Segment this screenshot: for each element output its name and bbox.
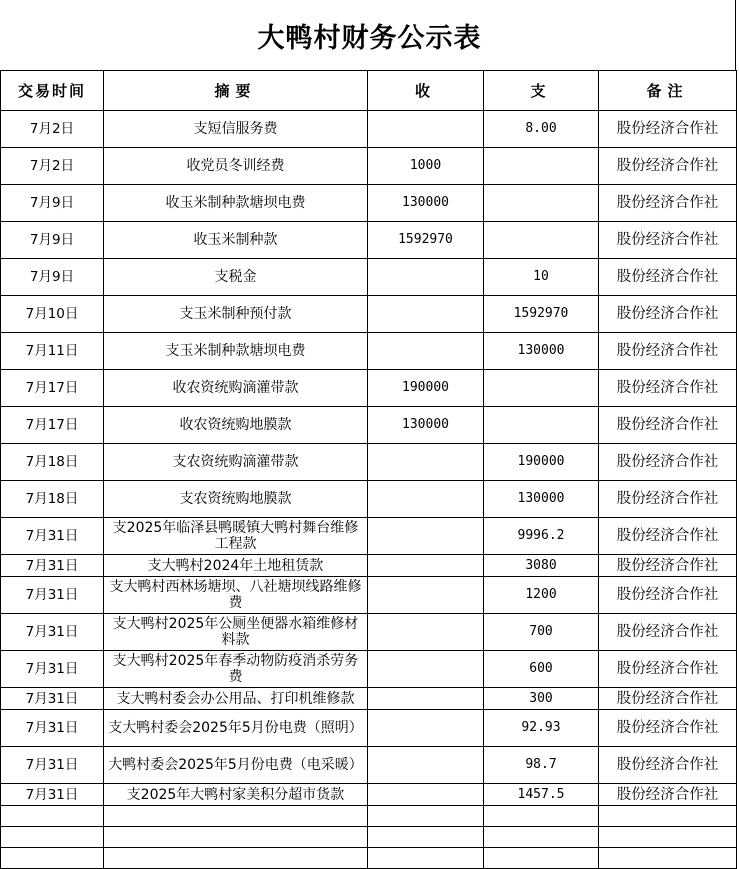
summary-cell: 支玉米制种款塘坝电费 <box>104 333 368 370</box>
income-cell <box>368 481 484 518</box>
date-cell: 7月31日 <box>1 710 104 747</box>
table-row <box>1 614 737 651</box>
empty-cell <box>104 806 368 827</box>
page-title: 大鸭村财务公示表 <box>257 22 482 54</box>
summary-cell: 支2025年临泽县鸭暖镇大鸭村舞台维修工程款 <box>104 518 368 555</box>
expense-cell: 130000 <box>484 481 599 518</box>
note-cell: 股份经济合作社 <box>599 296 737 333</box>
header-note: 备注 <box>599 71 737 111</box>
date-cell: 7月9日 <box>1 185 104 222</box>
summary-cell: 支大鸭村2025年春季动物防疫消杀劳务费 <box>104 651 368 688</box>
date-cell: 7月11日 <box>1 333 104 370</box>
income-cell <box>368 577 484 614</box>
header-row <box>1 71 737 111</box>
note-cell: 股份经济合作社 <box>599 577 737 614</box>
expense-cell: 300 <box>484 688 599 710</box>
empty-cell <box>368 848 484 869</box>
date-cell: 7月17日 <box>1 407 104 444</box>
summary-cell: 支农资统购滴灌带款 <box>104 444 368 481</box>
expense-cell <box>484 407 599 444</box>
header-expense: 支 <box>484 71 599 111</box>
expense-cell <box>484 185 599 222</box>
date-cell: 7月18日 <box>1 481 104 518</box>
table-row <box>1 370 737 407</box>
summary-cell: 支大鸭村2024年土地租赁款 <box>104 555 368 577</box>
date-cell: 7月9日 <box>1 222 104 259</box>
date-cell: 7月31日 <box>1 784 104 806</box>
note-cell: 股份经济合作社 <box>599 747 737 784</box>
expense-cell: 600 <box>484 651 599 688</box>
summary-cell: 支大鸭村委会2025年5月份电费（照明） <box>104 710 368 747</box>
date-cell: 7月18日 <box>1 444 104 481</box>
table-row <box>1 222 737 259</box>
date-cell: 7月31日 <box>1 688 104 710</box>
empty-cell <box>1 806 104 827</box>
empty-cell <box>368 827 484 848</box>
income-cell <box>368 296 484 333</box>
blank-row <box>1 848 737 869</box>
summary-cell: 支大鸭村西林场塘坝、八社塘坝线路维修费 <box>104 577 368 614</box>
note-cell: 股份经济合作社 <box>599 444 737 481</box>
note-cell: 股份经济合作社 <box>599 555 737 577</box>
empty-cell <box>104 827 368 848</box>
expense-cell: 190000 <box>484 444 599 481</box>
title-border <box>735 0 736 70</box>
income-cell: 190000 <box>368 370 484 407</box>
summary-cell: 收玉米制种款塘坝电费 <box>104 185 368 222</box>
expense-cell: 98.7 <box>484 747 599 784</box>
empty-cell <box>599 848 737 869</box>
expense-cell: 10 <box>484 259 599 296</box>
note-cell: 股份经济合作社 <box>599 481 737 518</box>
note-cell: 股份经济合作社 <box>599 333 737 370</box>
income-cell <box>368 688 484 710</box>
income-cell: 1000 <box>368 148 484 185</box>
table-row <box>1 577 737 614</box>
income-cell <box>368 555 484 577</box>
note-cell: 股份经济合作社 <box>599 688 737 710</box>
expense-cell <box>484 148 599 185</box>
table-row <box>1 555 737 577</box>
header-income: 收 <box>368 71 484 111</box>
income-cell <box>368 651 484 688</box>
empty-cell <box>368 806 484 827</box>
table-row <box>1 148 737 185</box>
summary-cell: 支农资统购地膜款 <box>104 481 368 518</box>
header-summary: 摘要 <box>104 71 368 111</box>
table-row <box>1 333 737 370</box>
expense-cell: 1200 <box>484 577 599 614</box>
date-cell: 7月31日 <box>1 518 104 555</box>
expense-cell: 700 <box>484 614 599 651</box>
expense-cell <box>484 370 599 407</box>
income-cell: 130000 <box>368 407 484 444</box>
empty-cell <box>1 827 104 848</box>
table-row <box>1 710 737 747</box>
income-cell <box>368 614 484 651</box>
income-cell <box>368 333 484 370</box>
summary-cell: 支短信服务费 <box>104 111 368 148</box>
expense-cell: 92.93 <box>484 710 599 747</box>
empty-cell <box>104 848 368 869</box>
empty-cell <box>484 848 599 869</box>
note-cell: 股份经济合作社 <box>599 651 737 688</box>
finance-table <box>0 70 737 869</box>
income-cell <box>368 259 484 296</box>
date-cell: 7月31日 <box>1 555 104 577</box>
note-cell: 股份经济合作社 <box>599 784 737 806</box>
date-cell: 7月2日 <box>1 148 104 185</box>
table-row <box>1 651 737 688</box>
table-row <box>1 688 737 710</box>
note-cell: 股份经济合作社 <box>599 370 737 407</box>
empty-cell <box>599 806 737 827</box>
table-row <box>1 444 737 481</box>
blank-row <box>1 827 737 848</box>
date-cell: 7月10日 <box>1 296 104 333</box>
table-row <box>1 185 737 222</box>
empty-cell <box>1 848 104 869</box>
expense-cell: 130000 <box>484 333 599 370</box>
expense-cell: 1457.5 <box>484 784 599 806</box>
income-cell <box>368 747 484 784</box>
date-cell: 7月31日 <box>1 614 104 651</box>
table-row <box>1 518 737 555</box>
note-cell: 股份经济合作社 <box>599 111 737 148</box>
note-cell: 股份经济合作社 <box>599 407 737 444</box>
table-row <box>1 407 737 444</box>
header-date: 交易时间 <box>1 71 104 111</box>
note-cell: 股份经济合作社 <box>599 222 737 259</box>
date-cell: 7月31日 <box>1 747 104 784</box>
table-row <box>1 259 737 296</box>
expense-cell <box>484 222 599 259</box>
table-row <box>1 481 737 518</box>
note-cell: 股份经济合作社 <box>599 148 737 185</box>
table-row <box>1 296 737 333</box>
summary-cell: 支大鸭村2025年公厕坐便器水箱维修材料款 <box>104 614 368 651</box>
note-cell: 股份经济合作社 <box>599 710 737 747</box>
summary-cell: 收玉米制种款 <box>104 222 368 259</box>
empty-cell <box>599 827 737 848</box>
expense-cell: 8.00 <box>484 111 599 148</box>
summary-cell: 支玉米制种预付款 <box>104 296 368 333</box>
table-row <box>1 784 737 806</box>
empty-cell <box>484 827 599 848</box>
summary-cell: 收党员冬训经费 <box>104 148 368 185</box>
summary-cell: 收农资统购地膜款 <box>104 407 368 444</box>
note-cell: 股份经济合作社 <box>599 259 737 296</box>
date-cell: 7月9日 <box>1 259 104 296</box>
empty-cell <box>484 806 599 827</box>
summary-cell: 收农资统购滴灌带款 <box>104 370 368 407</box>
summary-cell: 支2025年大鸭村家美积分超市货款 <box>104 784 368 806</box>
table-row <box>1 111 737 148</box>
expense-cell: 1592970 <box>484 296 599 333</box>
income-cell <box>368 444 484 481</box>
date-cell: 7月2日 <box>1 111 104 148</box>
expense-cell: 3080 <box>484 555 599 577</box>
date-cell: 7月31日 <box>1 651 104 688</box>
summary-cell: 支大鸭村委会办公用品、打印机维修款 <box>104 688 368 710</box>
income-cell <box>368 784 484 806</box>
summary-cell: 大鸭村委会2025年5月份电费（电采暖） <box>104 747 368 784</box>
income-cell: 1592970 <box>368 222 484 259</box>
date-cell: 7月31日 <box>1 577 104 614</box>
date-cell: 7月17日 <box>1 370 104 407</box>
income-cell <box>368 518 484 555</box>
income-cell <box>368 710 484 747</box>
note-cell: 股份经济合作社 <box>599 185 737 222</box>
expense-cell: 9996.2 <box>484 518 599 555</box>
blank-row <box>1 806 737 827</box>
table-body <box>1 111 737 869</box>
table-row <box>1 747 737 784</box>
summary-cell: 支税金 <box>104 259 368 296</box>
note-cell: 股份经济合作社 <box>599 518 737 555</box>
income-cell: 130000 <box>368 185 484 222</box>
note-cell: 股份经济合作社 <box>599 614 737 651</box>
income-cell <box>368 111 484 148</box>
